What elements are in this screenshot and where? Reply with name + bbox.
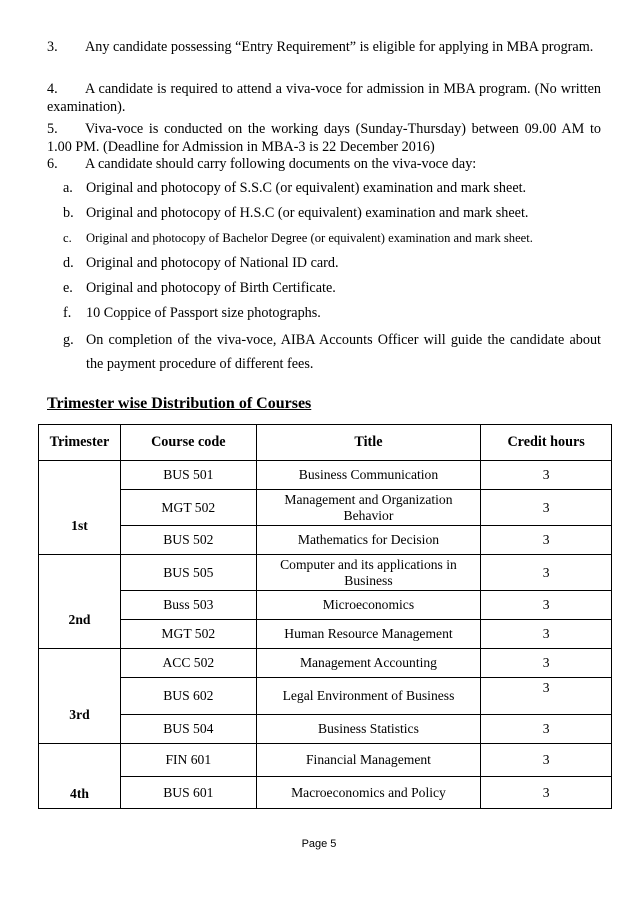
document-item — [63, 328, 601, 376]
document-item — [63, 301, 601, 325]
title-cell: Business Statistics — [256, 715, 481, 744]
credit-cell: 3 — [481, 744, 612, 777]
table-row — [39, 620, 612, 649]
trimester-cell: 2nd — [39, 555, 121, 649]
list-item — [47, 155, 601, 173]
item-text: A candidate should carry following documents on the viva-voce day: — [85, 156, 477, 172]
title-cell: Computer and its applications in Business — [256, 555, 481, 591]
header-title: Title — [256, 425, 481, 461]
header-trimester: Trimester — [39, 425, 121, 461]
item-text: A candidate is required to attend a viva-voce for admission in MBA program. (No written examination). — [47, 81, 601, 115]
credit-cell: 3 — [481, 461, 612, 490]
title-cell: Human Resource Management — [256, 620, 481, 649]
course-code-cell: BUS 601 — [120, 777, 256, 809]
table-row — [39, 649, 612, 678]
title-cell: Mathematics for Decision — [256, 526, 481, 555]
course-code-cell: BUS 602 — [120, 678, 256, 715]
table-row — [39, 678, 612, 715]
credit-cell: 3 — [481, 715, 612, 744]
item-number: 4. — [47, 81, 58, 97]
table-row — [39, 555, 612, 591]
trimester-cell: 3rd — [39, 649, 121, 744]
list-item — [47, 120, 601, 156]
title-cell: Macroeconomics and Policy — [256, 777, 481, 809]
credit-cell: 3 — [481, 649, 612, 678]
item-text: Original and photocopy of S.S.C (or equivalent) examination and mark sheet. — [86, 180, 527, 196]
title-cell: Microeconomics — [256, 591, 481, 620]
credit-cell: 3 — [481, 526, 612, 555]
header-course-code: Course code — [120, 425, 256, 461]
course-code-cell: FIN 601 — [120, 744, 256, 777]
credit-cell: 3 — [481, 591, 612, 620]
title-cell: Business Communication — [256, 461, 481, 490]
item-text: Viva-voce is conducted on the working days (Sunday-Thursday) between 09.00 AM to 1.00 PM. (Deadline for Admission in MBA-3 is 22 December 2016) — [47, 121, 601, 155]
document-item — [63, 251, 601, 275]
item-text: Original and photocopy of Bachelor Degree (or equivalent) examination and mark sheet. — [86, 231, 533, 245]
item-text: Original and photocopy of Birth Certificate. — [86, 280, 336, 296]
course-code-cell: MGT 502 — [120, 490, 256, 526]
list-item — [47, 38, 601, 56]
courses-table — [38, 424, 612, 809]
item-letter: a. — [63, 180, 73, 196]
course-code-cell: BUS 501 — [120, 461, 256, 490]
item-text: Any candidate possessing “Entry Requirement” is eligible for applying in MBA program. — [85, 39, 594, 55]
course-code-cell: BUS 505 — [120, 555, 256, 591]
table-row — [39, 490, 612, 526]
title-cell: Management and Organization Behavior — [256, 490, 481, 526]
item-number: 5. — [47, 121, 58, 137]
item-letter: f. — [63, 305, 72, 321]
course-code-cell: ACC 502 — [120, 649, 256, 678]
credit-cell: 3 — [481, 777, 612, 809]
item-letter: b. — [63, 205, 74, 221]
table-row — [39, 461, 612, 490]
item-text: Original and photocopy of National ID card. — [86, 255, 339, 271]
table-row — [39, 591, 612, 620]
trimester-cell: 1st — [39, 461, 121, 555]
table-row — [39, 715, 612, 744]
table-row — [39, 777, 612, 809]
document-item — [63, 176, 601, 200]
course-code-cell: MGT 502 — [120, 620, 256, 649]
item-text: 10 Coppice of Passport size photographs. — [86, 305, 321, 321]
credit-cell: 3 — [481, 620, 612, 649]
item-text: On completion of the viva-voce, AIBA Accounts Officer will guide the candidate about the payment procedure of different fees. — [86, 332, 601, 372]
item-number: 3. — [47, 39, 58, 55]
item-letter: c. — [63, 231, 72, 245]
trimester-cell: 4th — [39, 744, 121, 809]
item-letter: g. — [63, 332, 74, 348]
credit-cell: 3 — [481, 555, 612, 591]
title-cell: Management Accounting — [256, 649, 481, 678]
list-item — [47, 80, 601, 116]
credit-cell: 3 — [481, 678, 612, 715]
table-row — [39, 526, 612, 555]
course-code-cell: BUS 504 — [120, 715, 256, 744]
title-cell: Financial Management — [256, 744, 481, 777]
table-header-row — [39, 425, 612, 461]
document-item — [63, 276, 601, 300]
table-row — [39, 744, 612, 777]
header-credit-hours: Credit hours — [481, 425, 612, 461]
document-item — [63, 201, 601, 225]
item-letter: e. — [63, 280, 73, 296]
credit-cell: 3 — [481, 490, 612, 526]
course-code-cell: BUS 502 — [120, 526, 256, 555]
item-number: 6. — [47, 156, 58, 172]
section-title: Trimester wise Distribution of Courses — [47, 395, 312, 412]
item-letter: d. — [63, 255, 74, 271]
document-item — [63, 226, 601, 250]
course-code-cell: Buss 503 — [120, 591, 256, 620]
item-text: Original and photocopy of H.S.C (or equivalent) examination and mark sheet. — [86, 205, 529, 221]
page-number: Page 5 — [301, 838, 337, 850]
title-cell: Legal Environment of Business — [256, 678, 481, 715]
